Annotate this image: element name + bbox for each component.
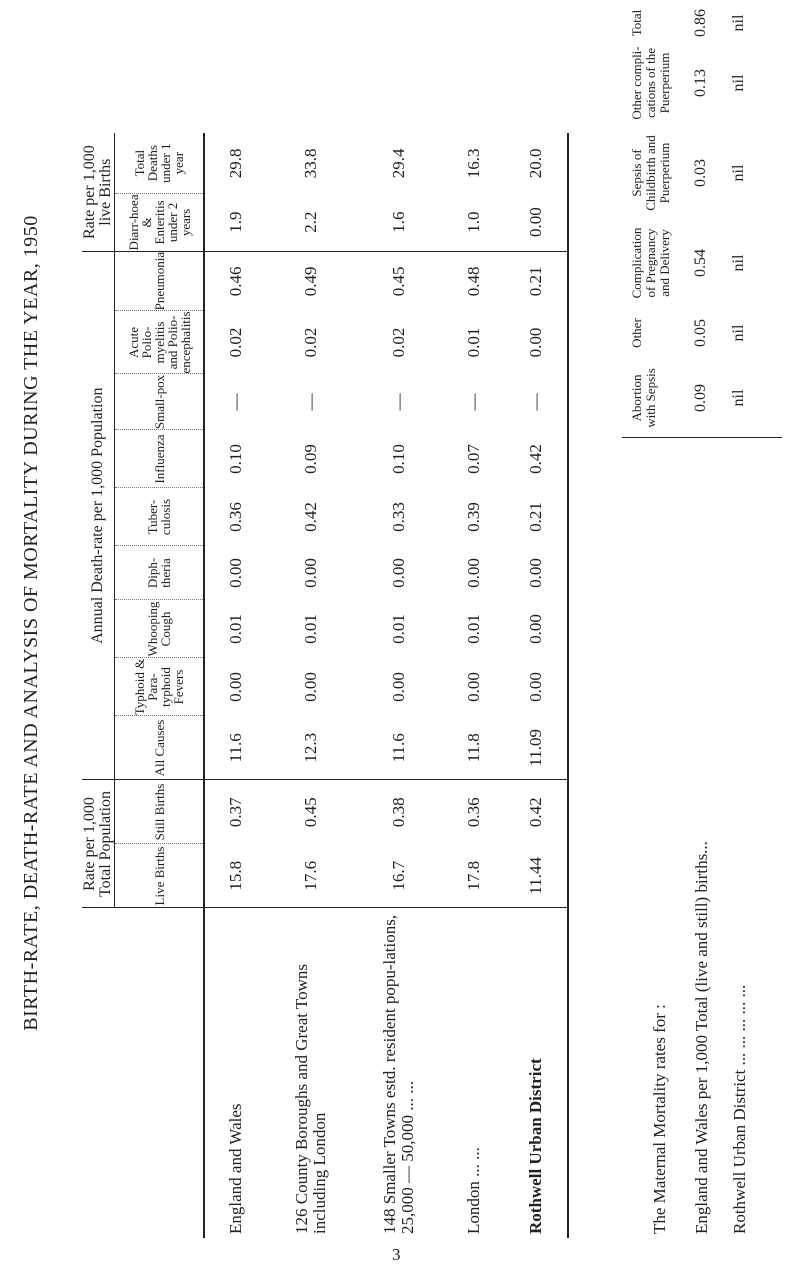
cell: 0.00 <box>505 600 568 658</box>
cell: 0.00 <box>226 672 245 702</box>
maternal-col-other-complications: Other compli-cations of the Puerperium <box>629 46 672 120</box>
maternal-col-abortion: Abortion with Sepsis <box>629 368 658 428</box>
row-label: 148 Smaller Towns estd. resident popu-lations, 25,000 — 50,000 ... ... <box>355 908 443 1238</box>
cell: 0.39 <box>464 502 483 532</box>
cell: 16.7 <box>389 860 408 891</box>
row-label: London ... ... <box>443 908 505 1238</box>
table-row <box>505 133 568 1238</box>
row-label: England and Wales <box>204 908 267 1238</box>
col-live-births: Live Births <box>115 844 205 908</box>
cell: 1.6 <box>389 211 408 233</box>
cell: 0.00 <box>505 546 568 600</box>
cell: 1.0 <box>464 211 483 233</box>
cell: 0.42 <box>505 430 568 488</box>
cell: 0.42 <box>505 780 568 844</box>
cell: 33.8 <box>301 148 320 179</box>
cell: 0.33 <box>389 502 408 532</box>
cell: 0.10 <box>389 444 408 474</box>
cell: 0.02 <box>226 327 245 358</box>
mortality-table <box>82 133 569 1238</box>
col-smallpox: Small-pox <box>115 374 205 430</box>
cell: 0.37 <box>204 780 267 844</box>
maternal-cell: nil <box>730 74 747 92</box>
page-number: 3 <box>392 1245 401 1264</box>
cell: 0.45 <box>267 780 355 844</box>
cell: 17.8 <box>464 860 483 891</box>
maternal-cell: nil <box>730 14 747 32</box>
group-rate-population: Rate per 1,000 Total Population <box>82 780 115 908</box>
maternal-col-other: Other <box>629 318 644 348</box>
cell: 16.3 <box>464 148 483 179</box>
cell: 0.01 <box>226 614 245 644</box>
cell: — <box>464 393 483 411</box>
cell: 0.48 <box>443 251 505 311</box>
cell: 0.00 <box>505 658 568 716</box>
cell: 0.01 <box>464 614 483 644</box>
cell: — <box>505 374 568 430</box>
cell: 0.36 <box>226 502 245 532</box>
cell: 0.21 <box>505 251 568 311</box>
divider <box>622 437 782 438</box>
maternal-cell: 0.54 <box>692 249 709 277</box>
maternal-row-label: England and Wales per 1,000 Total (live and still) births... <box>692 841 711 1234</box>
cell: 0.00 <box>464 672 483 702</box>
col-polio: Acute Polio-myelitis and Polio-encephalitis <box>115 311 205 374</box>
cell: 0.01 <box>464 327 483 358</box>
cell: 0.10 <box>226 444 245 474</box>
col-diarrhoea: Diarr-hoea & Enteritis under 2 years <box>115 193 205 251</box>
cell: 0.36 <box>443 780 505 844</box>
maternal-cell: 0.03 <box>692 159 709 187</box>
cell: 0.02 <box>389 327 408 358</box>
cell: 0.01 <box>389 614 408 644</box>
cell: 15.8 <box>226 860 245 891</box>
cell: 11.8 <box>464 733 483 763</box>
maternal-cell: 0.05 <box>692 319 709 347</box>
cell: 0.07 <box>464 444 483 474</box>
maternal-col-complication: Complication of Pregnancy and Delivery <box>629 227 672 299</box>
maternal-cell: 0.13 <box>692 69 709 97</box>
row-label-header <box>82 908 204 1238</box>
col-tuberculosis: Tuber-culosis <box>115 488 205 546</box>
cell: 0.00 <box>505 193 568 251</box>
col-influenza: Influenza <box>115 430 205 488</box>
cell: 12.3 <box>301 732 320 763</box>
cell: 11.09 <box>505 716 568 780</box>
row-label: Rothwell Urban District <box>505 908 568 1238</box>
cell: 0.21 <box>505 488 568 546</box>
col-diphtheria: Diph-theria <box>115 546 205 600</box>
col-still-births: Still Births <box>115 780 205 844</box>
cell: 2.2 <box>301 211 320 233</box>
cell: 0.00 <box>505 311 568 374</box>
cell: 0.42 <box>301 502 320 532</box>
maternal-cell: nil <box>730 254 747 272</box>
col-typhoid: Typhoid & Para-typhoid Fevers <box>115 658 205 716</box>
maternal-cell: nil <box>730 324 747 342</box>
table-row <box>267 133 355 1238</box>
group-rate-live-births: Rate per 1,000 live Births <box>82 133 115 251</box>
cell: — <box>226 393 245 411</box>
cell: 0.09 <box>301 444 320 474</box>
page-title: BIRTH-RATE, DEATH-RATE AND ANALYSIS OF MORTALITY DURING THE YEAR, 1950 <box>20 215 42 1031</box>
table-row <box>443 133 505 1238</box>
maternal-cell: 0.09 <box>692 384 709 412</box>
cell: 0.00 <box>301 672 320 702</box>
row-label: 126 County Boroughs and Great Towns including London <box>267 908 355 1238</box>
cell: 29.8 <box>226 148 245 179</box>
col-whooping-cough: Whooping Cough <box>115 600 205 658</box>
cell: 11.6 <box>389 733 408 763</box>
cell: 0.00 <box>301 558 320 588</box>
cell: 0.38 <box>355 780 443 844</box>
cell: 0.01 <box>301 614 320 644</box>
cell: 20.0 <box>505 133 568 193</box>
cell: — <box>389 393 408 411</box>
maternal-row-label: Rothwell Urban District ... ... ... ... ... <box>730 984 749 1234</box>
maternal-col-total: Total <box>629 9 644 37</box>
cell: 11.44 <box>505 844 568 908</box>
maternal-cell: 0.86 <box>692 9 709 37</box>
table-row <box>355 133 443 1238</box>
col-pneumonia: Pneumonia <box>115 251 205 311</box>
maternal-col-sepsis: Sepsis of Childbirth and Puerperium <box>629 135 672 211</box>
maternal-cell: nil <box>730 164 747 182</box>
cell: 0.45 <box>355 251 443 311</box>
cell: 1.9 <box>226 211 245 233</box>
table-row <box>204 133 267 1238</box>
cell: 17.6 <box>301 860 320 891</box>
cell: 0.00 <box>226 558 245 588</box>
maternal-intro: The Maternal Mortality rates for : <box>650 1004 669 1234</box>
cell: 0.49 <box>267 251 355 311</box>
cell: 0.00 <box>464 558 483 588</box>
group-annual-death-rate: Annual Death-rate per 1,000 Population <box>82 251 115 780</box>
cell: 0.00 <box>389 558 408 588</box>
col-infant-deaths: Total Deaths under 1 year <box>115 133 205 193</box>
cell: 11.6 <box>226 733 245 763</box>
rotated-page <box>20 0 790 1248</box>
maternal-cell: nil <box>730 389 747 407</box>
cell: 0.00 <box>389 672 408 702</box>
cell: 0.02 <box>301 327 320 358</box>
cell: 0.46 <box>204 251 267 311</box>
col-all-causes: All Causes <box>115 716 205 780</box>
cell: 29.4 <box>389 148 408 179</box>
cell: — <box>301 393 320 411</box>
